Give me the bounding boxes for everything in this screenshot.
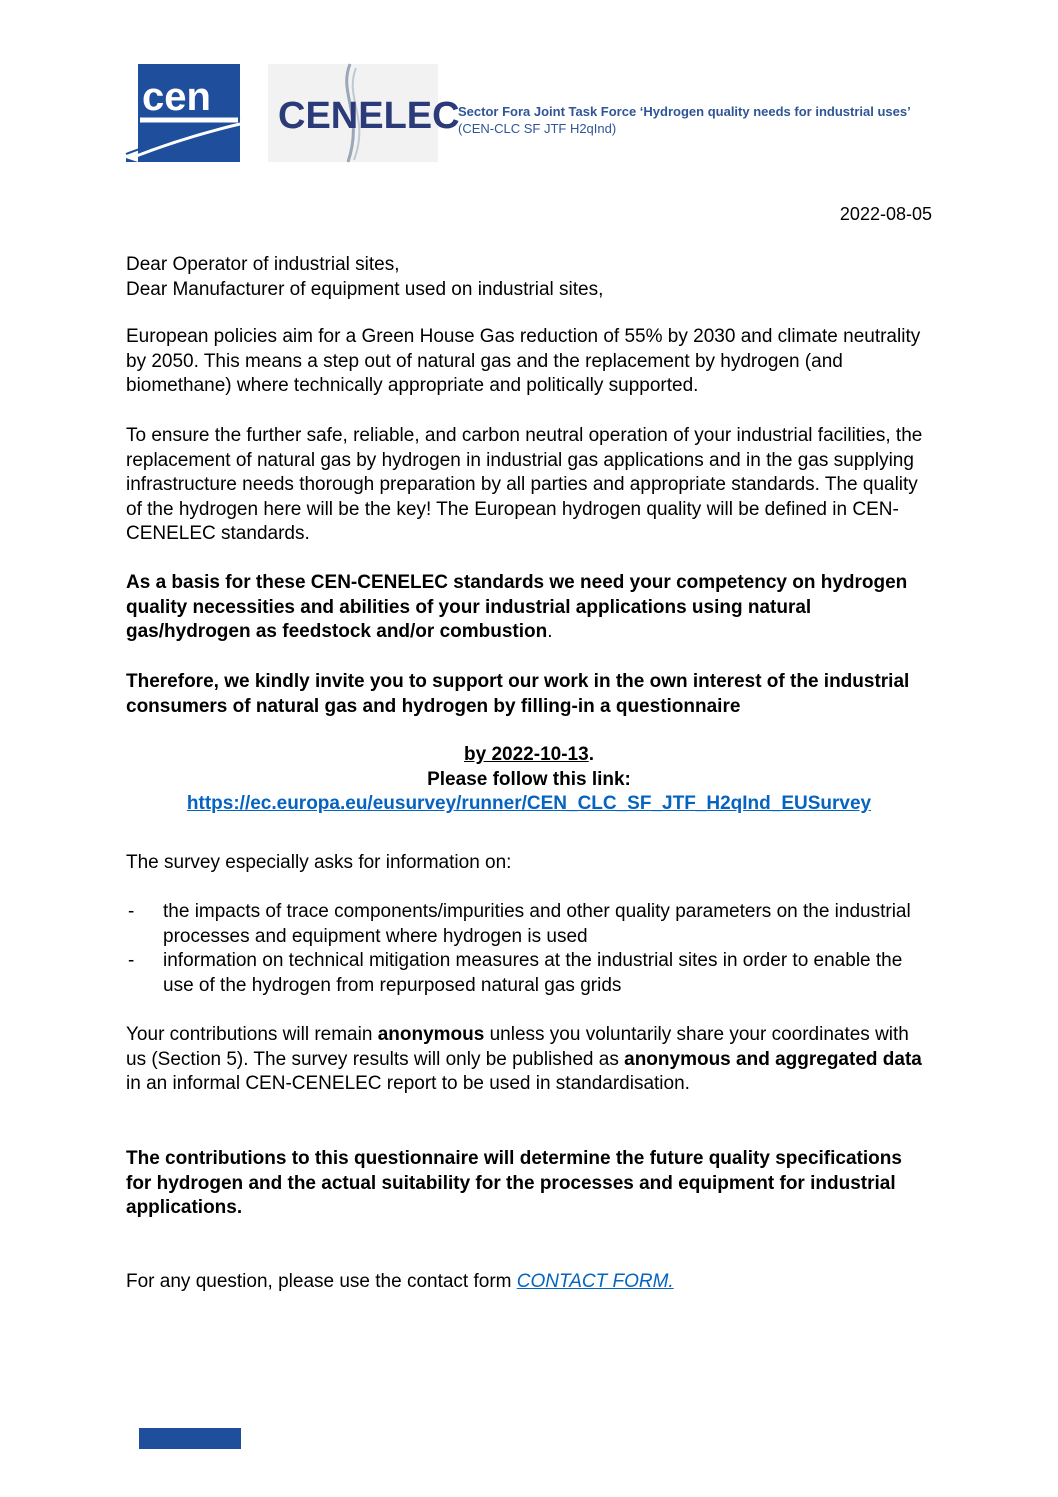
survey-topics-list <box>126 900 932 998</box>
follow-link-label: Please follow this link: <box>427 769 631 790</box>
paragraph-survey-intro: The survey especially asks for information on: <box>126 852 512 873</box>
list-item <box>126 900 932 949</box>
paragraph-basis <box>126 571 932 645</box>
paragraph-invite: Therefore, we kindly invite you to support our work in the own interest of the industrial consumers of natural gas and hydrogen by filling-in a questionnaire <box>126 671 910 717</box>
letter-date: 2022-08-05 <box>839 204 932 224</box>
deadline-end: . <box>588 744 594 765</box>
p6-b: anonymous <box>377 1024 485 1045</box>
contact-text: For any question, please use the contact form <box>126 1271 517 1292</box>
survey-link[interactable]: https://ec.europa.eu/eusurvey/runner/CEN_CLC_SF_JTF_H2qInd_EUSurvey <box>186 793 872 814</box>
list-item-text: information on technical mitigation measures at the industrial sites in order to enable the use of the hydrogen from repurposed natural gas grids <box>163 950 903 996</box>
footer-bar <box>139 1428 241 1449</box>
list-item <box>126 949 932 998</box>
cenelec-logo <box>268 64 460 162</box>
deadline <box>126 743 932 768</box>
cen-logo-text: cen <box>142 75 211 119</box>
list-dash: - <box>128 950 135 971</box>
paragraph-basis-end: . <box>547 621 553 642</box>
header-title: Sector Fora Joint Task Force ‘Hydrogen quality needs for industrial uses’ <box>458 104 911 119</box>
deadline-date: by 2022-10-13 <box>464 744 589 765</box>
p6-c: unless you voluntarily share your coordinates with us (Section 5). The survey results will only be published as <box>126 1024 909 1070</box>
paragraph-basis-text: As a basis for these CEN-CENELEC standards we need your competency on hydrogen quality necessities and abilities of your industrial applications using natural gas/hydrogen as feedstock and/or combustion <box>126 572 908 642</box>
paragraph-policies: European policies aim for a Green House Gas reduction of 55% by 2030 and climate neutrality by 2050. This means a step out of natural gas and the replacement by hydrogen (and biomethane) where technically appropriate and politically supported. <box>126 326 921 396</box>
paragraph-ensure: To ensure the further safe, reliable, and carbon neutral operation of your industrial facilities, the replacement of natural gas by hydrogen in industrial gas applications and in the gas supplying infrastructure needs thorough preparation by all parties and appropriate standards. The quality of the hydrogen here will be the key! The European hydrogen quality will be defined in CEN-CENELEC standards. <box>126 425 923 544</box>
p6-e: in an informal CEN-CENELEC report to be used in standardisation. <box>126 1073 690 1094</box>
paragraph-contributions: The contributions to this questionnaire will determine the future quality specifications for hydrogen and the actual suitability for the processes and equipment for industrial applications. <box>126 1148 902 1218</box>
cenelec-logo-text: CENELEC <box>278 95 460 137</box>
contact-form-link-label: CONTACT FORM <box>516 1271 669 1292</box>
salutation <box>126 253 932 302</box>
p6-d: anonymous and aggregated data <box>624 1048 922 1070</box>
contact-line <box>126 1270 932 1295</box>
contact-form-link-end: . <box>668 1271 674 1292</box>
survey-link-line <box>126 792 932 817</box>
list-item-text: the impacts of trace components/impurities and other quality parameters on the industrial processes and equipment where hydrogen is used <box>163 901 911 947</box>
salutation-line-2: Dear Manufacturer of equipment used on industrial sites, <box>126 278 604 300</box>
contact-form-link[interactable] <box>517 1271 674 1292</box>
p6-a: Your contributions will remain <box>126 1024 378 1045</box>
cen-logo <box>126 64 240 162</box>
list-dash: - <box>128 901 135 922</box>
salutation-line-1: Dear Operator of industrial sites, <box>126 254 400 275</box>
header-subtitle: (CEN-CLC SF JTF H2qInd) <box>458 121 617 136</box>
paragraph-anonymous <box>126 1023 932 1097</box>
